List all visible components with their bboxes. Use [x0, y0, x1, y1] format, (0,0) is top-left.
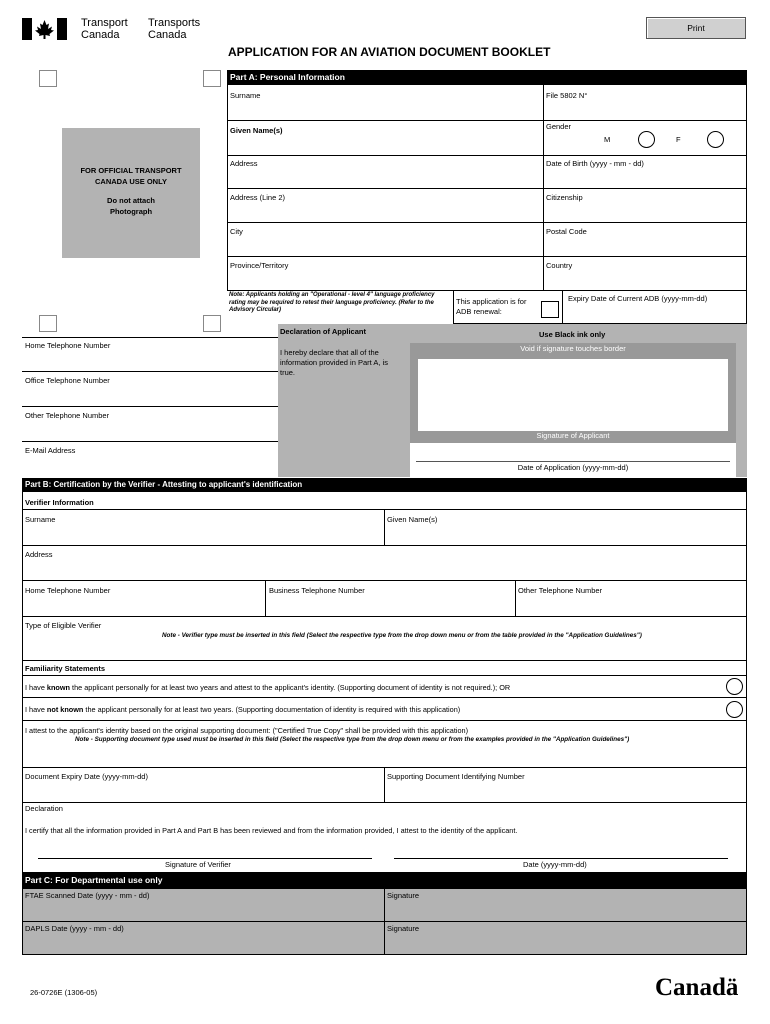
citizenship-input[interactable]: [546, 204, 744, 220]
office-tel-label: Office Telephone Number: [25, 376, 110, 385]
given-names-label: Given Name(s): [230, 126, 283, 135]
surname-input[interactable]: [230, 102, 540, 118]
ftae-signature-input[interactable]: [387, 903, 743, 919]
verifier-type-dropdown[interactable]: [24, 620, 744, 658]
verifier-home-tel-input[interactable]: [25, 598, 263, 614]
postal-code-input[interactable]: [546, 238, 744, 254]
known-radio[interactable]: [726, 678, 743, 695]
familiarity-label: Familiarity Statements: [25, 664, 106, 673]
home-tel-input[interactable]: [25, 352, 275, 368]
verifier-signature-input[interactable]: [38, 843, 372, 857]
surname-label: Surname: [230, 91, 261, 100]
photo-text-line3: Do not attach: [107, 196, 155, 205]
verifier-declaration-label: Declaration: [25, 804, 63, 813]
city-label: City: [230, 227, 243, 236]
postal-code-label: Postal Code: [546, 227, 587, 236]
doc-expiry-input[interactable]: [25, 784, 381, 800]
dept-name-en: [81, 17, 128, 41]
expiry-label: Expiry Date of Current ADB (yyyy-mm-dd): [568, 294, 708, 303]
corner-square-top-left: [39, 70, 57, 87]
part-a-header: Part A: Personal Information: [227, 70, 747, 85]
verifier-surname-input[interactable]: [25, 527, 381, 543]
email-input[interactable]: [25, 457, 275, 473]
file-number-input[interactable]: [546, 102, 744, 118]
certify-statement: I certify that all the information provided in Part A and Part B has been reviewed and from the information provided, I attest to the identity of the applicant.: [25, 826, 518, 835]
part-c-header: Part C: For Departmental use only: [22, 872, 747, 888]
city-input[interactable]: [230, 238, 540, 254]
attest-statement: I attest to the applicant's identity based on the original supporting document: ("Certified True Copy" shall be provided with this application): [25, 726, 469, 735]
dapls-date-input[interactable]: [25, 936, 381, 952]
application-date-input[interactable]: [416, 446, 730, 460]
doc-number-label: Supporting Document Identifying Number: [387, 772, 525, 781]
address-input[interactable]: [230, 170, 540, 186]
gender-m-label: M: [604, 135, 611, 144]
renewal-label: This application is for ADB renewal:: [456, 297, 527, 316]
dept-name-fr: [148, 17, 200, 41]
verifier-type-note: Note - Verifier type must be inserted in this field (Select the respective type from the drop down menu or from the table provided in the "Application Guidelines"): [162, 632, 642, 639]
corner-square-bottom-right: [203, 315, 221, 332]
gender-f-label: F: [676, 135, 681, 144]
verifier-other-tel-input[interactable]: [518, 598, 742, 614]
verifier-business-tel-label: Business Telephone Number: [269, 586, 365, 595]
address2-input[interactable]: [230, 204, 540, 220]
citizenship-label: Citizenship: [546, 193, 583, 202]
page-title: APPLICATION FOR AN AVIATION DOCUMENT BOOKLET: [228, 45, 551, 59]
print-button[interactable]: [646, 17, 746, 39]
gender-m-radio[interactable]: [638, 131, 655, 148]
applicant-signature-box[interactable]: [418, 359, 728, 431]
dob-label: Date of Birth (yyyy - mm - dd): [546, 159, 644, 168]
part-b-header: Part B: Certification by the Verifier - Attesting to applicant's identification: [22, 478, 747, 492]
dept-en-line2: Canada: [81, 29, 120, 41]
verifier-info-label: Verifier Information: [25, 498, 94, 507]
other-tel-input[interactable]: [25, 422, 275, 438]
verifier-address-label: Address: [25, 550, 53, 559]
photo-text-line1: FOR OFFICIAL TRANSPORT: [80, 166, 182, 175]
black-ink-label: Use Black ink only: [539, 330, 606, 339]
verifier-given-names-input[interactable]: [387, 527, 743, 543]
not-known-statement-pre: I have: [25, 705, 47, 714]
verifier-date-input[interactable]: [394, 843, 728, 857]
doc-number-input[interactable]: [387, 784, 743, 800]
home-tel-label: Home Telephone Number: [25, 341, 111, 350]
photo-text-line4: Photograph: [109, 207, 153, 216]
known-statement-bold: known: [46, 683, 71, 692]
verifier-home-tel-label: Home Telephone Number: [25, 586, 111, 595]
dapls-signature-label: Signature: [387, 924, 420, 933]
given-names-input[interactable]: [230, 137, 540, 153]
known-statement-pre: I have: [25, 683, 47, 692]
dept-en-line1: Transport: [81, 17, 128, 29]
signature-caption: Signature of Applicant: [536, 431, 610, 440]
email-label: E-Mail Address: [25, 446, 76, 455]
verifier-business-tel-input[interactable]: [269, 598, 513, 614]
other-tel-label: Other Telephone Number: [25, 411, 110, 420]
office-tel-input[interactable]: [25, 387, 275, 403]
dapls-date-label: DAPLS Date (yyyy - mm - dd): [25, 924, 124, 933]
corner-square-top-right: [203, 70, 221, 87]
doc-expiry-label: Document Expiry Date (yyyy-mm-dd): [25, 772, 148, 781]
renewal-checkbox[interactable]: [541, 301, 559, 318]
address2-label: Address (Line 2): [230, 193, 286, 202]
known-statement: [25, 683, 510, 692]
attest-note: Note - Supporting document type used must be inserted in this field (Select the respective type from the drop down menu or from the examples provided in the "Application Guidelines"): [75, 736, 630, 743]
dept-fr-line1: Transports: [148, 17, 201, 29]
not-known-statement-bold: not known: [46, 705, 84, 714]
gender-f-radio[interactable]: [707, 131, 724, 148]
not-known-radio[interactable]: [726, 701, 743, 718]
canada-wordmark: Canadä: [655, 974, 739, 1001]
expiry-input[interactable]: [566, 306, 744, 322]
dob-input[interactable]: [546, 170, 744, 186]
language-note: Note: Applicants holding an "Operational - level 4" language proficiency rating may be required to retest their language proficiency. (Refer to the Advisory Circular): [229, 292, 435, 313]
declaration-text: I hereby declare that all of the information provided in Part A, is true.: [280, 348, 388, 377]
verifier-type-label: Type of Eligible Verifier: [25, 621, 102, 630]
file-number-label: File 5802 N°: [546, 91, 588, 100]
not-known-statement: [25, 705, 460, 714]
ftae-date-input[interactable]: [25, 903, 381, 919]
ftae-date-label: FTAE Scanned Date (yyyy - mm - dd): [25, 891, 150, 900]
print-button-label: Print: [687, 23, 705, 33]
photo-box: [62, 128, 200, 258]
declaration-title: Declaration of Applicant: [280, 327, 366, 336]
form-number: 26-0726E (1306-05): [30, 988, 98, 997]
verifier-surname-label: Surname: [25, 515, 56, 524]
verifier-date-label: Date (yyyy-mm-dd): [523, 860, 587, 869]
province-label: Province/Territory: [230, 261, 289, 270]
government-logo: [22, 18, 67, 40]
ftae-signature-label: Signature: [387, 891, 420, 900]
verifier-given-names-label: Given Name(s): [387, 515, 438, 524]
known-statement-post: the applicant personally for at least two years and attest to the applicant's identity. (Supporting document of identity is not required.); OR: [70, 683, 511, 692]
verifier-address-input[interactable]: [25, 562, 743, 578]
country-input[interactable]: [546, 272, 744, 288]
country-label: Country: [546, 261, 573, 270]
void-notice: Void if signature touches border: [520, 344, 626, 353]
dept-fr-line2: Canada: [148, 29, 187, 41]
dapls-signature-input[interactable]: [387, 936, 743, 952]
verifier-signature-label: Signature of Verifier: [165, 860, 231, 869]
canada-flag-icon: [22, 18, 67, 40]
not-known-statement-post: the applicant personally for at least two years. (Supporting documentation of identity is required with this application): [83, 705, 461, 714]
province-input[interactable]: [230, 272, 540, 288]
verifier-other-tel-label: Other Telephone Number: [518, 586, 603, 595]
application-date-label: Date of Application (yyyy-mm-dd): [517, 463, 629, 472]
corner-square-bottom-left: [39, 315, 57, 332]
gender-label: Gender: [546, 122, 572, 131]
address-label: Address: [230, 159, 258, 168]
photo-text-line2: CANADA USE ONLY: [95, 177, 167, 186]
